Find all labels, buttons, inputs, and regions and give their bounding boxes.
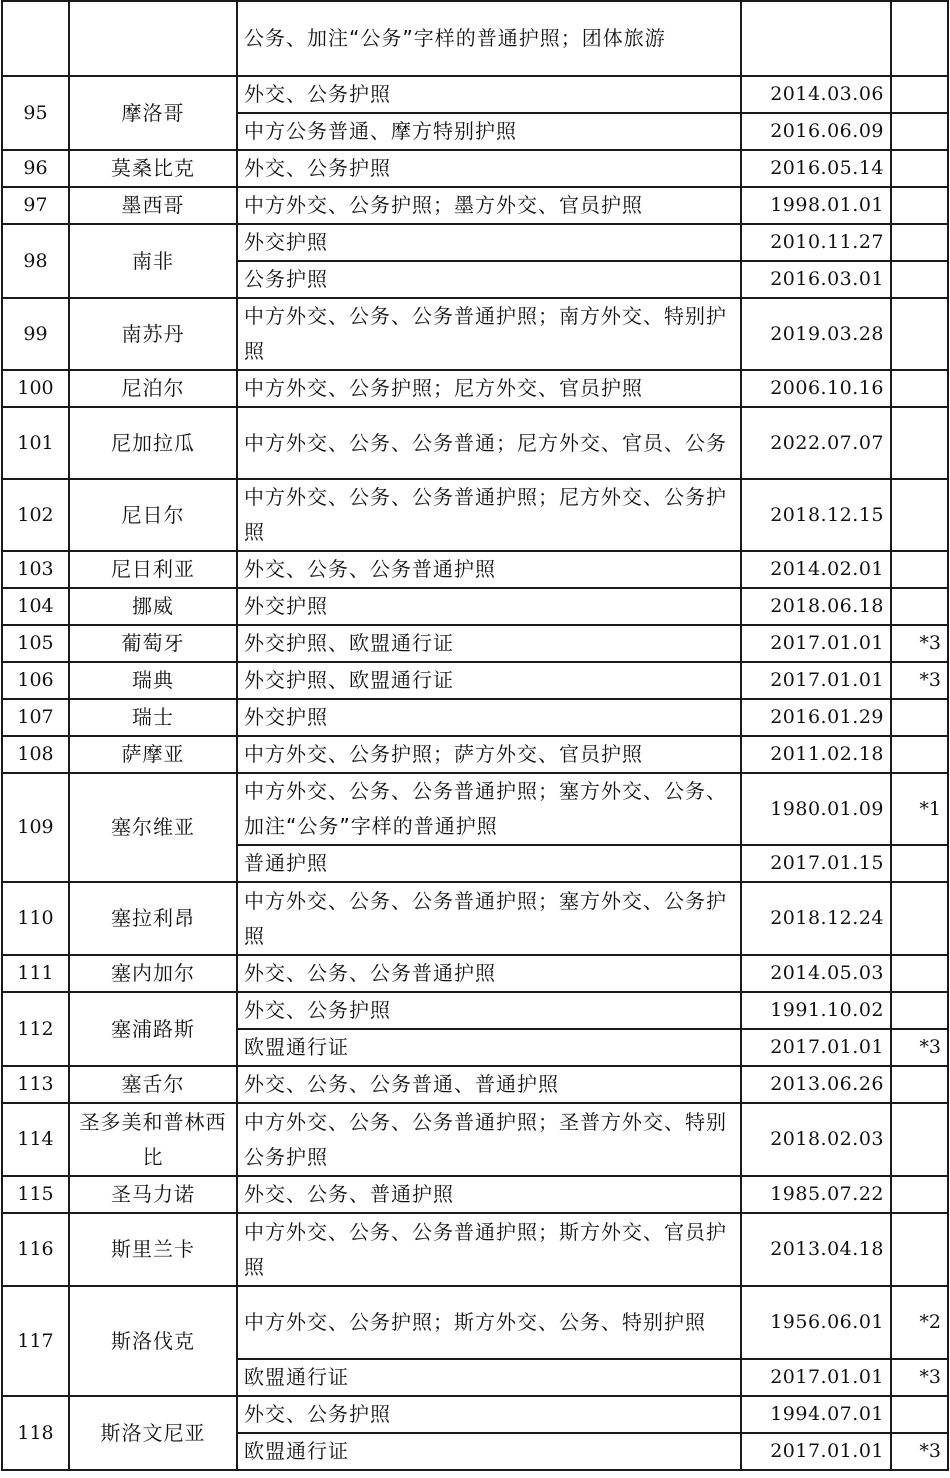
note-cell: *3	[891, 1433, 948, 1470]
passport-type-cell: 外交、公务、公务普通、普通护照	[237, 1066, 741, 1103]
passport-type-cell: 外交、公务护照	[237, 992, 741, 1029]
effective-date-cell: 2006.10.16	[741, 370, 891, 407]
row-number-cell: 105	[2, 625, 69, 662]
passport-type-cell: 欧盟通行证	[237, 1029, 741, 1066]
note-cell	[891, 992, 948, 1029]
effective-date-cell: 2014.02.01	[741, 551, 891, 588]
effective-date-cell: 2010.11.27	[741, 224, 891, 261]
table-row	[2, 1286, 948, 1359]
table-row	[2, 699, 948, 736]
passport-type-cell: 外交、公务护照	[237, 1396, 741, 1433]
row-number-cell: 114	[2, 1103, 69, 1176]
table-row	[2, 882, 948, 955]
country-cell: 圣多美和普林西比	[69, 1103, 237, 1176]
effective-date-cell: 1991.10.02	[741, 992, 891, 1029]
note-cell: *3	[891, 1029, 948, 1066]
table-body	[2, 1, 948, 1470]
table-row	[2, 662, 948, 699]
effective-date-cell: 2017.01.01	[741, 625, 891, 662]
effective-date-cell: 2016.01.29	[741, 699, 891, 736]
passport-type-cell: 外交护照	[237, 699, 741, 736]
country-cell: 塞舌尔	[69, 1066, 237, 1103]
passport-type-cell: 外交、公务护照	[237, 150, 741, 187]
passport-type-cell: 外交护照	[237, 224, 741, 261]
passport-type-cell: 外交、公务、普通护照	[237, 1176, 741, 1213]
effective-date-cell: 2011.02.18	[741, 736, 891, 773]
note-cell	[891, 845, 948, 882]
row-number-cell: 113	[2, 1066, 69, 1103]
note-cell	[891, 224, 948, 261]
country-cell: 塞浦路斯	[69, 992, 237, 1066]
effective-date-cell: 1985.07.22	[741, 1176, 891, 1213]
table-row	[2, 1066, 948, 1103]
row-number-cell: 101	[2, 407, 69, 479]
country-cell: 尼泊尔	[69, 370, 237, 407]
effective-date-cell: 2016.06.09	[741, 113, 891, 150]
country-cell: 斯里兰卡	[69, 1213, 237, 1286]
row-number-cell: 107	[2, 699, 69, 736]
row-number-cell: 102	[2, 479, 69, 551]
country-cell: 圣马力诺	[69, 1176, 237, 1213]
table-row	[2, 76, 948, 113]
table-row	[2, 1176, 948, 1213]
table-row	[2, 370, 948, 407]
note-cell	[891, 1176, 948, 1213]
table-row	[2, 298, 948, 370]
country-cell: 南苏丹	[69, 298, 237, 370]
note-cell	[891, 187, 948, 224]
passport-type-cell: 欧盟通行证	[237, 1359, 741, 1396]
effective-date-cell: 1994.07.01	[741, 1396, 891, 1433]
note-cell: *1	[891, 773, 948, 845]
passport-type-cell: 欧盟通行证	[237, 1433, 741, 1470]
note-cell: *2	[891, 1286, 948, 1359]
passport-type-cell: 中方外交、公务护照；萨方外交、官员护照	[237, 736, 741, 773]
note-cell	[891, 1396, 948, 1433]
passport-type-cell: 中方外交、公务护照；斯方外交、公务、特别护照	[237, 1286, 741, 1359]
country-cell: 塞拉利昂	[69, 882, 237, 955]
passport-type-cell: 中方外交、公务、公务普通；尼方外交、官员、公务	[237, 407, 741, 479]
note-cell	[891, 955, 948, 992]
effective-date-cell: 2014.05.03	[741, 955, 891, 992]
row-number-cell: 110	[2, 882, 69, 955]
row-number-cell: 117	[2, 1286, 69, 1396]
row-number-cell: 109	[2, 773, 69, 882]
note-cell	[891, 76, 948, 113]
row-number-cell: 99	[2, 298, 69, 370]
table-row	[2, 1396, 948, 1433]
note-cell	[891, 1, 948, 76]
note-cell	[891, 298, 948, 370]
note-cell	[891, 150, 948, 187]
effective-date-cell: 2017.01.01	[741, 1029, 891, 1066]
passport-type-cell: 中方外交、公务、公务普通护照；塞方外交、公务、加注“公务”字样的普通护照	[237, 773, 741, 845]
table-row	[2, 1103, 948, 1176]
passport-type-cell: 中方外交、公务、公务普通护照；塞方外交、公务护照	[237, 882, 741, 955]
table-row	[2, 551, 948, 588]
effective-date-cell: 2018.12.15	[741, 479, 891, 551]
effective-date-cell: 2013.06.26	[741, 1066, 891, 1103]
effective-date-cell: 1980.01.09	[741, 773, 891, 845]
row-number-cell: 100	[2, 370, 69, 407]
effective-date-cell: 2018.02.03	[741, 1103, 891, 1176]
country-cell: 尼加拉瓜	[69, 407, 237, 479]
note-cell	[891, 407, 948, 479]
effective-date-cell: 2017.01.01	[741, 1359, 891, 1396]
passport-type-cell: 外交护照	[237, 588, 741, 625]
passport-type-cell: 中方外交、公务护照；尼方外交、官员护照	[237, 370, 741, 407]
row-number-cell: 111	[2, 955, 69, 992]
row-number-cell: 106	[2, 662, 69, 699]
row-number-cell: 95	[2, 76, 69, 150]
row-number-cell: 116	[2, 1213, 69, 1286]
passport-type-cell: 外交、公务护照	[237, 76, 741, 113]
note-cell: *3	[891, 625, 948, 662]
country-cell: 莫桑比克	[69, 150, 237, 187]
country-cell: 挪威	[69, 588, 237, 625]
effective-date-cell: 2017.01.01	[741, 1433, 891, 1470]
row-number-cell	[2, 1, 69, 76]
country-cell: 摩洛哥	[69, 76, 237, 150]
table-row	[2, 224, 948, 261]
country-cell: 塞尔维亚	[69, 773, 237, 882]
note-cell	[891, 479, 948, 551]
table-row	[2, 407, 948, 479]
row-number-cell: 97	[2, 187, 69, 224]
country-cell: 瑞典	[69, 662, 237, 699]
country-cell: 尼日尔	[69, 479, 237, 551]
note-cell	[891, 1066, 948, 1103]
passport-type-cell: 外交护照、欧盟通行证	[237, 662, 741, 699]
passport-type-cell: 外交、公务、公务普通护照	[237, 551, 741, 588]
country-cell: 葡萄牙	[69, 625, 237, 662]
country-cell: 斯洛文尼亚	[69, 1396, 237, 1470]
note-cell: *3	[891, 662, 948, 699]
country-cell: 萨摩亚	[69, 736, 237, 773]
effective-date-cell: 1956.06.01	[741, 1286, 891, 1359]
row-number-cell: 118	[2, 1396, 69, 1470]
note-cell	[891, 551, 948, 588]
passport-type-cell: 公务、加注“公务”字样的普通护照；团体旅游	[237, 1, 741, 76]
country-cell: 尼日利亚	[69, 551, 237, 588]
effective-date-cell: 2017.01.01	[741, 662, 891, 699]
passport-type-cell: 公务护照	[237, 261, 741, 298]
country-cell: 墨西哥	[69, 187, 237, 224]
passport-type-cell: 普通护照	[237, 845, 741, 882]
table-row	[2, 625, 948, 662]
table-row	[2, 479, 948, 551]
effective-date-cell: 2016.03.01	[741, 261, 891, 298]
passport-type-cell: 外交、公务、公务普通护照	[237, 955, 741, 992]
row-number-cell: 112	[2, 992, 69, 1066]
country-cell: 南非	[69, 224, 237, 298]
country-cell: 塞内加尔	[69, 955, 237, 992]
table-row	[2, 1213, 948, 1286]
passport-type-cell: 中方外交、公务、公务普通护照；斯方外交、官员护照	[237, 1213, 741, 1286]
note-cell: *3	[891, 1359, 948, 1396]
note-cell	[891, 370, 948, 407]
visa-exemption-table	[1, 0, 949, 1471]
passport-type-cell: 外交护照、欧盟通行证	[237, 625, 741, 662]
country-cell	[69, 1, 237, 76]
note-cell	[891, 882, 948, 955]
table-row	[2, 773, 948, 845]
effective-date-cell: 2014.03.06	[741, 76, 891, 113]
row-number-cell: 96	[2, 150, 69, 187]
note-cell	[891, 1103, 948, 1176]
effective-date-cell: 2017.01.15	[741, 845, 891, 882]
table-row	[2, 150, 948, 187]
effective-date-cell: 1998.01.01	[741, 187, 891, 224]
note-cell	[891, 113, 948, 150]
passport-type-cell: 中方外交、公务护照；墨方外交、官员护照	[237, 187, 741, 224]
table-row	[2, 187, 948, 224]
effective-date-cell	[741, 1, 891, 76]
passport-type-cell: 中方外交、公务、公务普通护照；尼方外交、公务护照	[237, 479, 741, 551]
effective-date-cell: 2018.12.24	[741, 882, 891, 955]
note-cell	[891, 736, 948, 773]
passport-type-cell: 中方外交、公务、公务普通护照；南方外交、特别护照	[237, 298, 741, 370]
country-cell: 斯洛伐克	[69, 1286, 237, 1396]
row-number-cell: 108	[2, 736, 69, 773]
note-cell	[891, 699, 948, 736]
country-cell: 瑞士	[69, 699, 237, 736]
table-row	[2, 992, 948, 1029]
table-row	[2, 1, 948, 76]
table-row	[2, 736, 948, 773]
note-cell	[891, 1213, 948, 1286]
note-cell	[891, 588, 948, 625]
row-number-cell: 104	[2, 588, 69, 625]
effective-date-cell: 2022.07.07	[741, 407, 891, 479]
row-number-cell: 115	[2, 1176, 69, 1213]
table-row	[2, 955, 948, 992]
effective-date-cell: 2018.06.18	[741, 588, 891, 625]
passport-type-cell: 中方公务普通、摩方特别护照	[237, 113, 741, 150]
effective-date-cell: 2013.04.18	[741, 1213, 891, 1286]
row-number-cell: 103	[2, 551, 69, 588]
table-row	[2, 588, 948, 625]
passport-type-cell: 中方外交、公务、公务普通护照；圣普方外交、特别公务护照	[237, 1103, 741, 1176]
effective-date-cell: 2016.05.14	[741, 150, 891, 187]
note-cell	[891, 261, 948, 298]
effective-date-cell: 2019.03.28	[741, 298, 891, 370]
row-number-cell: 98	[2, 224, 69, 298]
